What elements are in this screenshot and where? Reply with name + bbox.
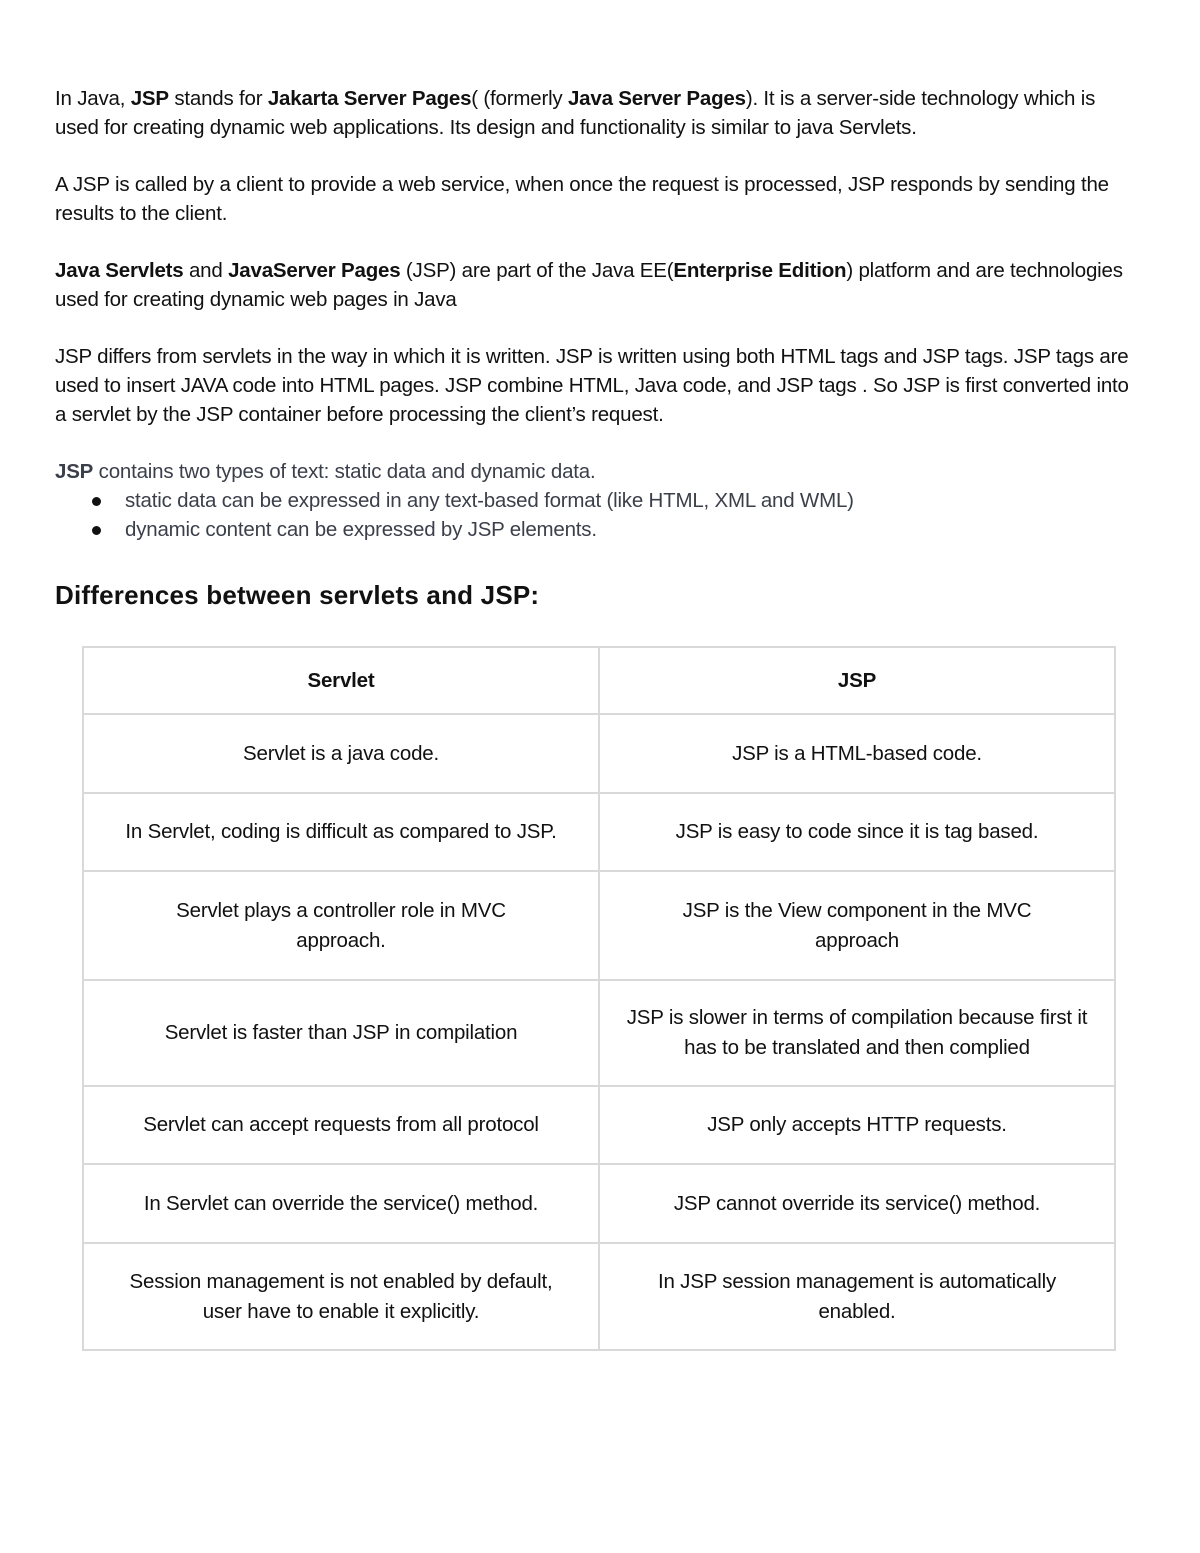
table-header-row xyxy=(83,647,1115,714)
document-body xyxy=(55,84,1140,612)
bullet-icon xyxy=(92,526,101,535)
table-cell: Servlet is faster than JSP in compilation xyxy=(83,980,599,1086)
paragraph-text-types: JSP contains two types of text: static data and dynamic data. xyxy=(55,460,596,483)
paragraph-jsp-differs: JSP differs from servlets in the way in which it is written. JSP is written using both HTML tags and JSP tags. JSP tags are used to insert JAVA code into HTML pages. JSP combine HTML, Java code, and JSP tags . So JSP is first converted into a servlet by the JSP container before processing the client’s request. xyxy=(55,345,1129,426)
bullet-icon xyxy=(92,497,101,506)
table-cell: Session management is not enabled by default, user have to enable it explicitly. xyxy=(83,1243,599,1350)
paragraph-jsp-client: A JSP is called by a client to provide a web service, when once the request is processed, JSP responds by sending the results to the client. xyxy=(55,173,1109,225)
table-cell: JSP is the View component in the MVC approach xyxy=(599,871,1115,980)
table-cell: JSP is easy to code since it is tag based. xyxy=(599,793,1115,871)
table-cell: Servlet plays a controller role in MVC approach. xyxy=(83,871,599,980)
table-cell: JSP only accepts HTTP requests. xyxy=(599,1086,1115,1164)
comparison-table xyxy=(82,646,1116,1351)
table-cell: JSP is slower in terms of compilation because first it has to be translated and then complied xyxy=(599,980,1115,1086)
column-header-jsp: JSP xyxy=(599,647,1115,714)
table-row xyxy=(83,714,1115,793)
list-item: static data can be expressed in any text-based format (like HTML, XML and WML) xyxy=(125,486,1140,515)
table-row xyxy=(83,1164,1115,1243)
table-cell: In Servlet can override the service() method. xyxy=(83,1164,599,1243)
table-row xyxy=(83,793,1115,871)
table-cell: JSP cannot override its service() method. xyxy=(599,1164,1115,1243)
table-row xyxy=(83,980,1115,1086)
table-row xyxy=(83,1086,1115,1164)
table-cell: In JSP session management is automatically enabled. xyxy=(599,1243,1115,1350)
list-item: dynamic content can be expressed by JSP elements. xyxy=(125,515,1140,544)
column-header-servlet: Servlet xyxy=(83,647,599,714)
paragraph-jsp-definition: In Java, JSP stands for Jakarta Server Pages( (formerly Java Server Pages). It is a server-side technology which is used for creating dynamic web applications. Its design and functionality is similar to java Servlets. xyxy=(55,87,1096,139)
table-row xyxy=(83,871,1115,980)
table-cell: JSP is a HTML-based code. xyxy=(599,714,1115,793)
table-cell: Servlet is a java code. xyxy=(83,714,599,793)
table-cell: In Servlet, coding is difficult as compared to JSP. xyxy=(83,793,599,871)
bullet-list xyxy=(55,486,1140,544)
paragraph-java-ee: Java Servlets and JavaServer Pages (JSP) are part of the Java EE(Enterprise Edition) platform and are technologies used for creating dynamic web pages in Java xyxy=(55,259,1123,311)
section-title: Differences between servlets and JSP: xyxy=(55,580,540,610)
table-cell: Servlet can accept requests from all protocol xyxy=(83,1086,599,1164)
table-row xyxy=(83,1243,1115,1350)
